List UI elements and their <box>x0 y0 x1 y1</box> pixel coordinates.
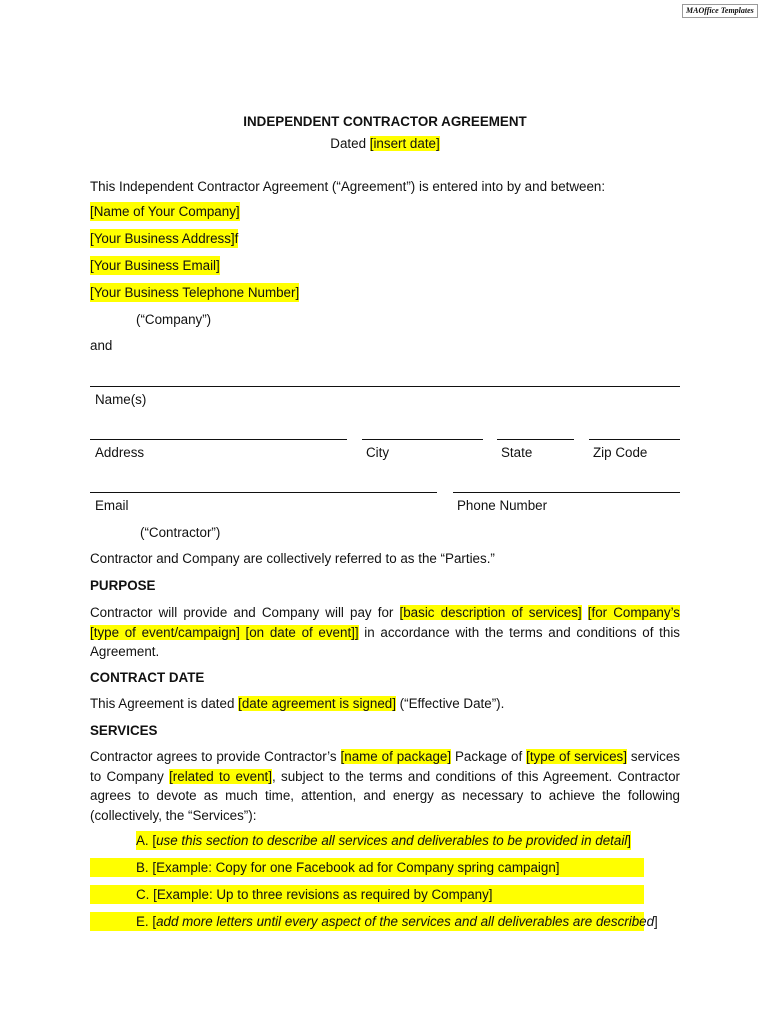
city-label: City <box>366 445 390 460</box>
service-type-placeholder: [type of services] <box>526 749 627 764</box>
company-email-placeholder: [Your Business Email] <box>90 258 220 273</box>
services-description-placeholder: [basic description of services] <box>399 605 582 620</box>
zip-line <box>589 439 680 440</box>
purpose-paragraph <box>90 603 680 662</box>
services-paragraph <box>90 747 680 825</box>
service-item-b <box>136 858 560 877</box>
service-item-b-body: Example: Copy for one Facebook ad for Company spring campaign <box>156 860 556 875</box>
service-item-c-suffix: ] <box>488 887 493 902</box>
company-alias: (“Company”) <box>136 312 212 327</box>
services-text-1: Contractor agrees to provide Contractor’s <box>90 749 341 764</box>
service-item-a-body: use this section to describe all services and deliverables to be provided in detail <box>156 833 628 848</box>
related-event-placeholder: [related to event] <box>169 768 272 784</box>
services-text-4: , subject to the terms and conditions of this Agreement. Contractor agrees to devote as much time, attention, and energy as necessary to achieve the following (collectively, the “Services”): <box>90 768 680 823</box>
service-item-a-suffix: ] <box>627 833 631 848</box>
dated-prefix: Dated <box>330 136 370 151</box>
address-label: Address <box>95 445 145 460</box>
phone-line <box>453 492 680 493</box>
and-text: and <box>90 338 113 353</box>
event-placeholder: [for Company’s [type of event/campaign] [on date of event]] <box>90 605 680 640</box>
service-item-a <box>136 831 631 850</box>
service-item-e-body: add more letters until every aspect of the services and all deliverables are described <box>156 914 655 929</box>
service-item-b-suffix: ] <box>555 860 560 875</box>
services-text-2: Package of <box>451 749 527 764</box>
services-text-3: services to Company <box>90 749 680 784</box>
names-line <box>90 386 680 387</box>
state-line <box>497 439 574 440</box>
service-item-e-suffix: ] <box>654 914 658 929</box>
purpose-heading: PURPOSE <box>90 578 156 593</box>
phone-label: Phone Number <box>457 498 548 513</box>
package-name-placeholder: [name of package] <box>340 749 452 764</box>
email-line <box>90 492 437 493</box>
service-item-c-prefix: C. [ <box>136 887 157 902</box>
email-label: Email <box>95 498 129 513</box>
template-brand-label: MAOffice Templates <box>682 4 758 18</box>
service-item-e <box>136 912 658 931</box>
signing-date-placeholder: [date agreement is signed] <box>238 696 396 711</box>
company-name-placeholder: [Name of Your Company] <box>90 204 240 219</box>
company-phone-placeholder: [Your Business Telephone Number] <box>90 285 300 300</box>
contract-date-heading: CONTRACT DATE <box>90 670 205 685</box>
city-line <box>362 439 483 440</box>
service-item-c <box>136 885 493 904</box>
intro-text: This Independent Contractor Agreement (“Agreement”) is entered into by and between: <box>90 179 606 194</box>
service-item-c-body: Example: Up to three revisions as required by Company <box>156 887 489 902</box>
contractor-alias: (“Contractor”) <box>140 525 221 540</box>
address-line <box>90 439 347 440</box>
zip-label: Zip Code <box>593 445 648 460</box>
parties-text: Contractor and Company are collectively referred to as the “Parties.” <box>90 551 495 566</box>
names-label: Name(s) <box>95 392 147 407</box>
service-item-e-prefix: E. [ <box>136 914 157 929</box>
contract-date-text-start: This Agreement is dated <box>90 696 239 711</box>
dated-line <box>0 134 770 153</box>
purpose-text-start: Contractor will provide and Company will pay for <box>90 605 400 620</box>
service-item-b-prefix: B. [ <box>136 860 157 875</box>
date-placeholder: [insert date] <box>369 136 440 151</box>
purpose-text-end: in accordance with the terms and conditions of this Agreement. <box>90 624 680 659</box>
contract-date-text-end: (“Effective Date”). <box>395 696 505 711</box>
service-item-a-prefix: A. [ <box>136 833 157 848</box>
services-heading: SERVICES <box>90 723 158 738</box>
document-title: INDEPENDENT CONTRACTOR AGREEMENT <box>243 114 527 129</box>
contract-date-text <box>90 694 504 713</box>
state-label: State <box>501 445 533 460</box>
company-address-placeholder: [Your Business Address]f <box>90 231 239 246</box>
